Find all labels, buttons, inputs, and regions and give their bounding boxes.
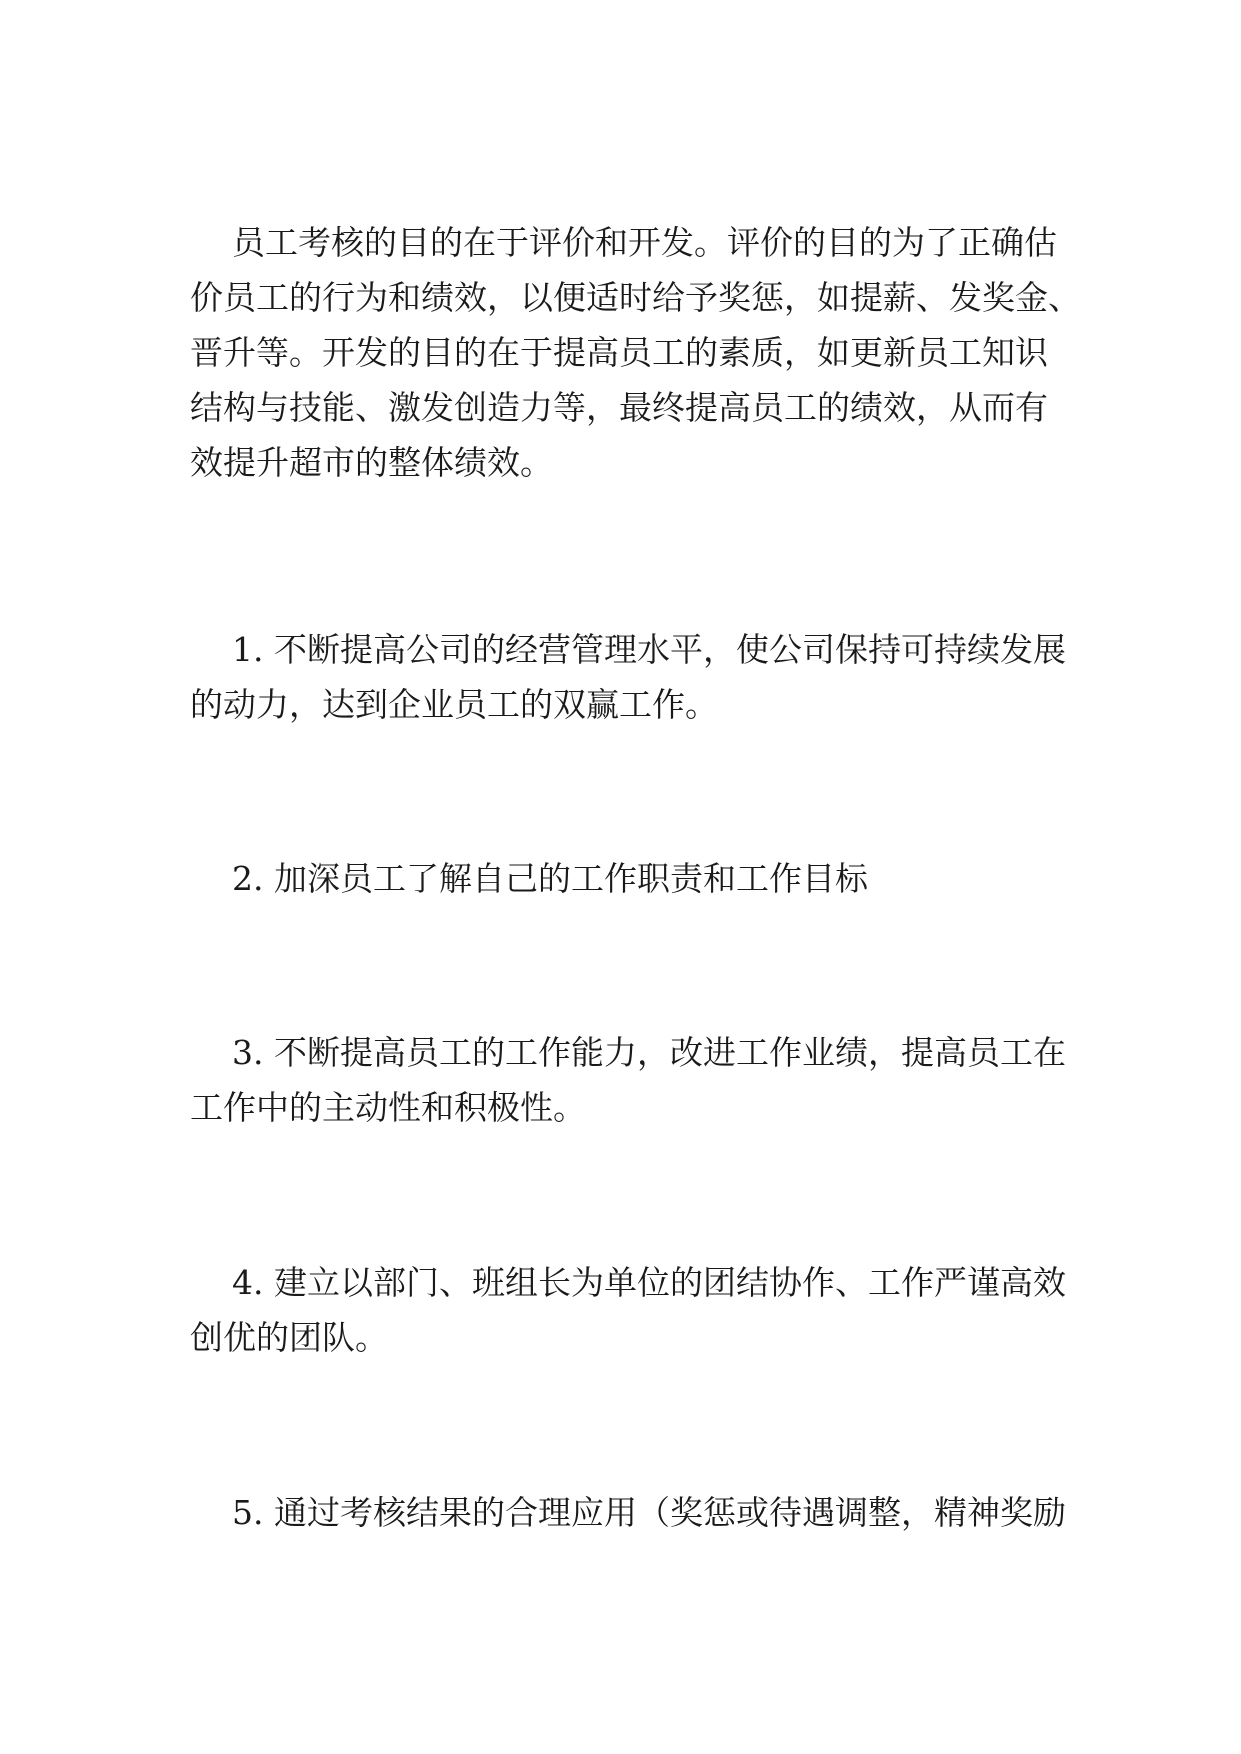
list-item-text: 1. 不断提高公司的经营管理水平，使公司保持可持续发展 [232,630,1066,669]
list-item-text: 4. 建立以部门、班组长为单位的团结协作、工作严谨高效 [232,1263,1066,1302]
paragraph-text: 员工考核的目的在于评价和开发。评价的目的为了正确估 [232,223,1057,262]
list-item-text: 5. 通过考核结果的合理应用（奖惩或待遇调整，精神奖励 [232,1493,1066,1532]
paragraph-5-line-1 [0,1253,1241,1313]
paragraph-1-line-3 [0,323,1241,383]
paragraph-text: 晋升等。开发的目的在于提高员工的素质，如更新员工知识 [190,333,1048,372]
list-item-text: 的动力，达到企业员工的双赢工作。 [190,685,718,724]
paragraph-5-line-2 [0,1308,1241,1368]
list-item-text: 3. 不断提高员工的工作能力，改进工作业绩，提高员工在 [232,1033,1066,1072]
paragraph-2-line-1 [0,620,1241,680]
paragraph-1-line-4 [0,378,1241,438]
paragraph-1-line-2 [0,268,1241,328]
paragraph-2-line-2 [0,675,1241,735]
list-item-text: 工作中的主动性和积极性。 [190,1088,586,1127]
paragraph-text: 结构与技能、激发创造力等，最终提高员工的绩效，从而有 [190,388,1048,427]
paragraph-text: 价员工的行为和绩效，以便适时给予奖惩，如提薪、发奖金、 [190,278,1081,317]
paragraph-1-line-5 [0,433,1241,493]
paragraph-1-line-1 [0,213,1241,273]
list-item-text: 创优的团队。 [190,1318,388,1357]
paragraph-4-line-1 [0,1023,1241,1083]
list-item-text: 2. 加深员工了解自己的工作职责和工作目标 [232,859,868,898]
paragraph-6-line-1 [0,1483,1241,1543]
paragraph-text: 效提升超市的整体绩效。 [190,443,553,482]
paragraph-3-line-1 [0,849,1241,909]
paragraph-4-line-2 [0,1078,1241,1138]
